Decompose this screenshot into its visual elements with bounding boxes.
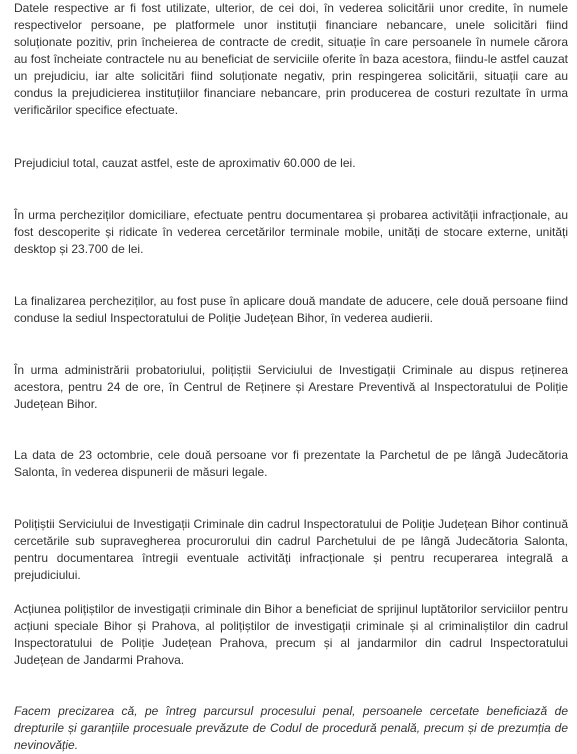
paragraph-detention: În urma administrării probatoriului, polițiștii Serviciului de Investigații Criminale au dispus reținerea acestora, pentru 24 de ore, în Centrul de Reținere și Arestare Preventivă al Inspectoratului de Poliție Județean Bihor.: [14, 363, 568, 411]
paragraph-credit-applications: Datele respective ar fi fost utilizate, ulterior, de cei doi, în vederea solicitării unor credite, în numele respectivelor persoane, pe platformele unor instituții financiare nebancare, unele solicitări fiind soluționate pozitiv, prin încheierea de contracte de credit, situație în care persoanele în numele cărora au fost încheiate contractele nu au beneficiat de serviciile oferite în baza acestora, fiindu-le astfel cauzat un prejudiciu, iar alte solicitări fiind soluționate negativ, prin respingerea solicitării, situații care au condus la prejudicierea instituțiilor financiare nebancare, prin producerea de costuri rezultate în urma verificărilor specifice efectuate.: [14, 1, 568, 117]
paragraph-summons-warrants: La finalizarea percheziților, au fost puse în aplicare două mandate de aducere, cele două persoane fiind conduse la sediul Inspectoratului de Poliție Județean Bihor, în vederea audierii.: [14, 294, 568, 325]
paragraph-total-damage: Prejudiciul total, cauzat astfel, este de aproximativ 60.000 de lei.: [14, 156, 356, 170]
paragraph-presumption-of-innocence: Facem precizarea că, pe întreg parcursul procesului penal, persoanele cercetate beneficiază de drepturile și garanțiile procesuale prevăzute de Codul de procedură penală, precum și de prezumția de nevinovăție.: [14, 704, 568, 752]
paragraph-searches-seized-items: În urma percheziților domiciliare, efectuate pentru documentarea și probarea activității infracționale, au fost descoperite și ridicate în vederea cercetărilor terminale mobile, unități de stocare externe, unități desktop și 23.700 de lei.: [14, 208, 568, 256]
paragraph-court-presentation: La data de 23 octombrie, cele două persoane vor fi prezentate la Parchetul de pe lângă Judecătoria Salonta, în vederea dispunerii de măsuri legale.: [14, 448, 568, 479]
paragraph-ongoing-investigation: Polițiștii Serviciului de Investigații Criminale din cadrul Inspectoratului de Poliție Județean Bihor continuă cercetările sub supravegherea procurorului din cadrul Parchetului de pe lângă Judecătoria Salonta, pentru documentarea întregii eventuale activități infracționale și pentru recuperarea integrală a prejudiciului.: [14, 517, 568, 582]
paragraph-support-units: Acțiunea polițiștilor de investigații criminale din Bihor a beneficiat de sprijinul luptătorilor serviciilor pentru acțiuni speciale Bihor și Prahova, al polițiștilor de investigații criminale și al criminaliștilor din cadrul Inspectoratului de Poliție Județean Prahova, precum și al jandarmilor din cadrul Inspectoratului Județean de Jandarmi Prahova.: [14, 602, 568, 667]
